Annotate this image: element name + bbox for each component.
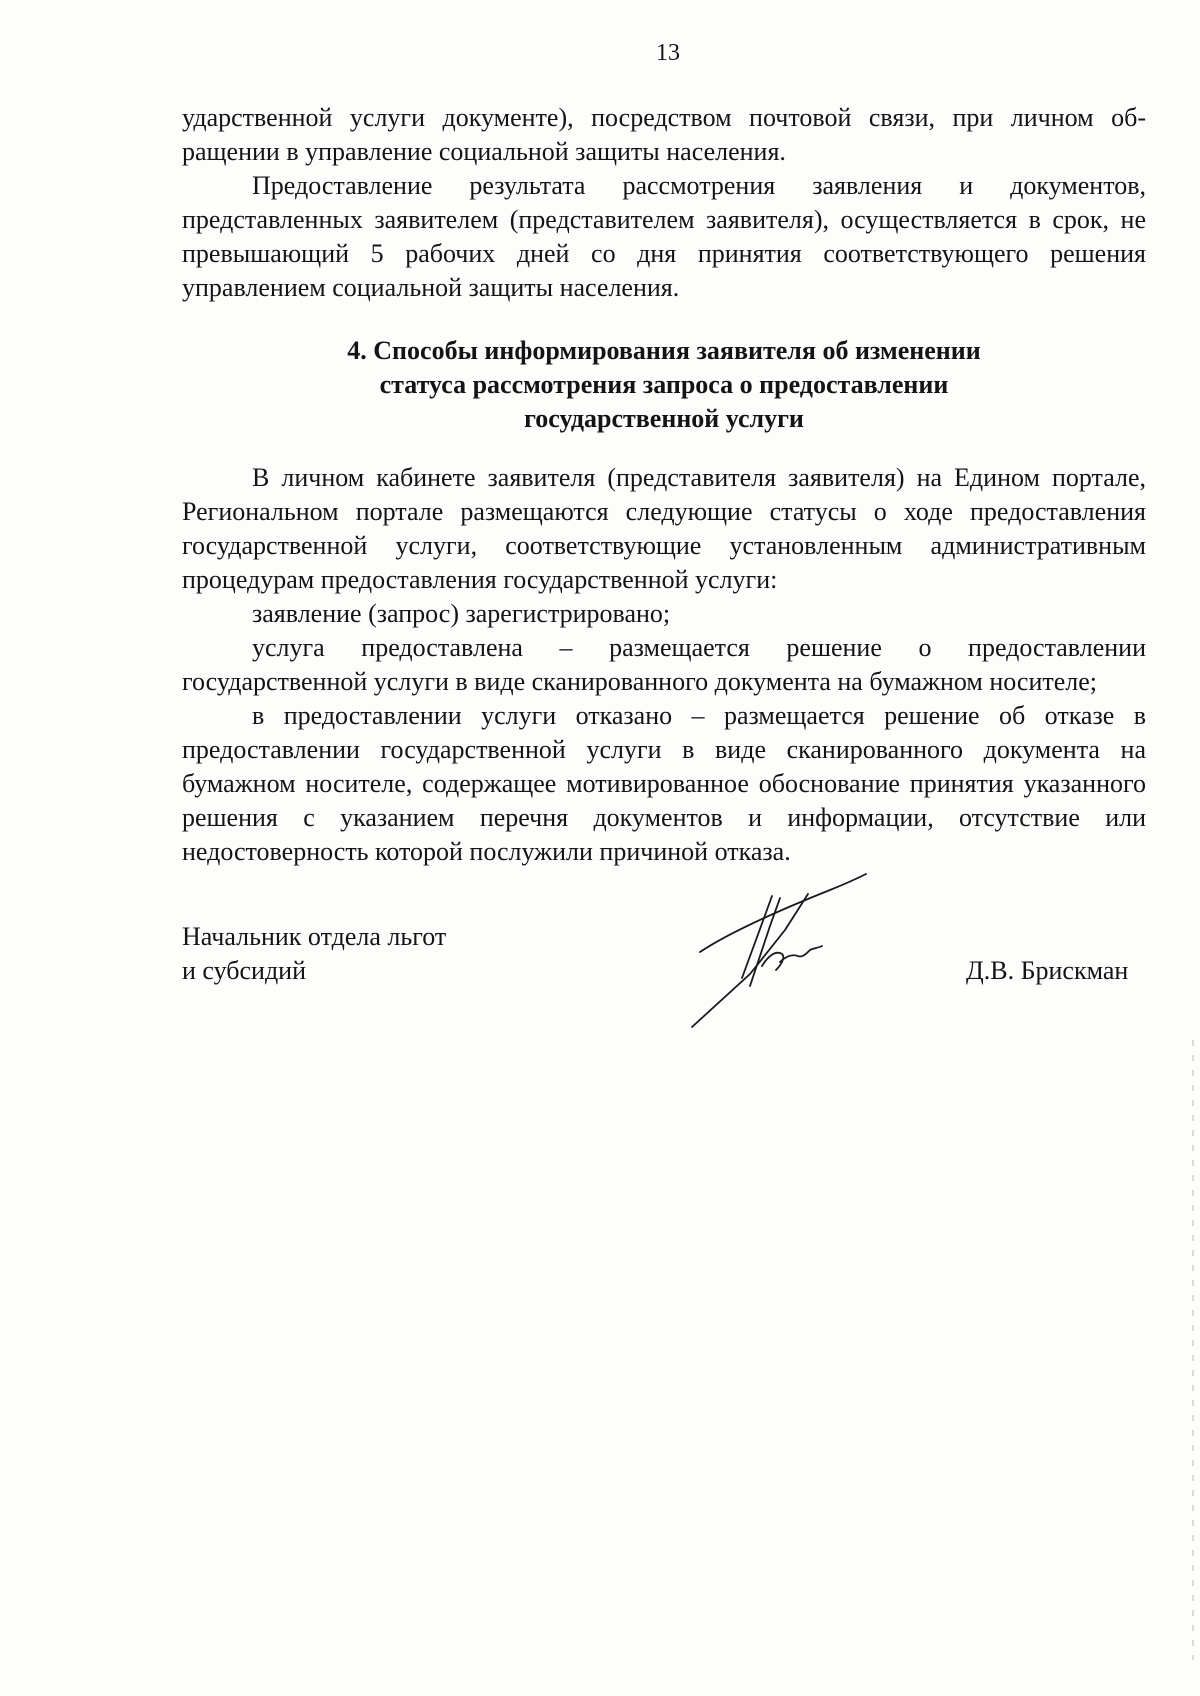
result-delivery-paragraph: Предоставление результата рассмотрения заявления и документов, представленных заявителем (представителем заявителя), осуществляется в срок, не превышающий 5 рабочих дней со дня принятия соответствующего решения управлением социальной защиты населения. (182, 171, 1146, 302)
signatory-position-line-2: и субсидий (182, 956, 307, 985)
signatory-name: Д.В. Брискман (966, 956, 1129, 985)
main-text-block (182, 461, 1146, 869)
continuation-line-2: ращении в управление социальной защиты населения. (182, 137, 786, 166)
section-heading-line-3: государственной услуги (524, 404, 804, 433)
signatory-position-line-1: Начальник отдела льгот (182, 922, 447, 951)
continuation-line-1: ударственной услуги документе), посредством почтовой связи, при личном об- (182, 103, 1146, 132)
status-refused: в предоставлении услуги отказано – размещается решение об отказе в предоставлении государственной услуги в виде сканированного документа на бумажном носителе, содержащее мотивированное обоснование принятия указанного решения с указанием перечня документов и информации, отсутствие или недостоверность которой послужили причиной отказа. (182, 701, 1146, 866)
statuses-intro-paragraph: В личном кабинете заявителя (представителя заявителя) на Едином портале, Региональном портале размещаются следующие статусы о ходе предоставления государственной услуги, соответствующие установленным административным процедурам предоставления государственной услуги: (182, 463, 1146, 594)
handwritten-signature (690, 870, 870, 1030)
scan-edge-artifact (1192, 1040, 1194, 1660)
top-text-block (182, 101, 1146, 305)
section-heading-line-1: 4. Способы информирования заявителя об изменении (347, 336, 981, 365)
status-registered: заявление (запрос) зарегистрировано; (252, 599, 671, 628)
page-number: 13 (656, 40, 680, 66)
signatory-position (182, 920, 446, 988)
section-heading (182, 334, 1146, 436)
status-provided: услуга предоставлена – размещается решение о предоставлении государственной услуги в виде сканированного документа на бумажном носителе; (182, 633, 1146, 696)
section-heading-line-2: статуса рассмотрения запроса о предоставлении (379, 370, 949, 399)
